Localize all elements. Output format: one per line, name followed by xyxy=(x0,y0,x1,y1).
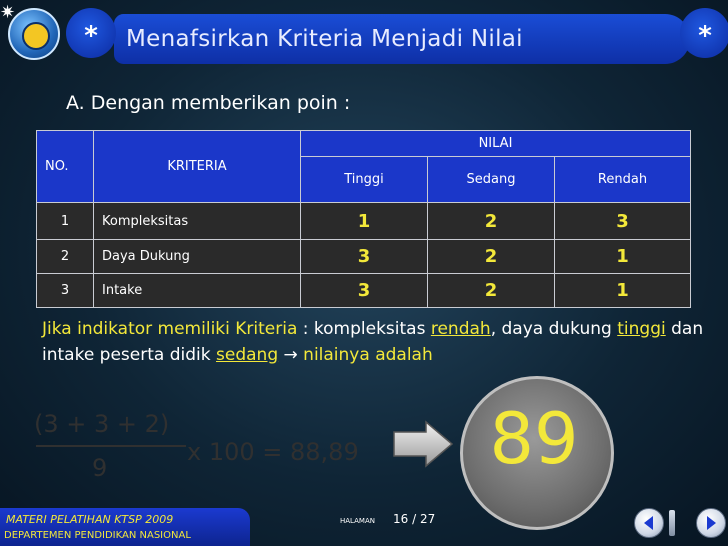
row-tinggi: 1 xyxy=(301,203,428,240)
row-kriteria: Intake xyxy=(94,274,301,308)
row-rendah: 1 xyxy=(555,274,691,308)
table-row xyxy=(37,240,691,274)
header-kriteria: KRITERIA xyxy=(94,131,301,203)
row-tinggi: 3 xyxy=(301,240,428,274)
formula xyxy=(32,410,412,494)
page-number: 16 / 27 xyxy=(393,512,436,526)
chevron-left-icon xyxy=(635,509,663,537)
formula-denominator: 9 xyxy=(92,454,108,482)
table-header-row xyxy=(37,131,691,157)
para-word-rendah: rendah xyxy=(430,319,491,339)
header-nilai: NILAI xyxy=(301,131,691,157)
formula-numerator: (3 + 3 + 2) xyxy=(34,410,170,438)
result-value: 89 xyxy=(489,398,579,480)
block-arrow-icon xyxy=(392,420,454,468)
title-bullet-right: * xyxy=(680,8,728,58)
fraction-line xyxy=(36,445,186,447)
table-row xyxy=(37,274,691,308)
para-conclusion: nilainya adalah xyxy=(303,345,433,365)
row-rendah: 1 xyxy=(555,240,691,274)
row-no: 1 xyxy=(37,203,94,240)
page-title: Menafsirkan Kriteria Menjadi Nilai xyxy=(126,26,523,52)
table-row xyxy=(37,203,691,240)
kemdiknas-logo xyxy=(0,2,60,60)
page-label: HALAMAN xyxy=(340,517,375,525)
row-kriteria: Daya Dukung xyxy=(94,240,301,274)
nav-separator xyxy=(669,510,675,536)
para-text: : kompleksitas xyxy=(297,319,431,339)
previous-slide-button[interactable] xyxy=(634,508,664,538)
row-sedang: 2 xyxy=(428,274,555,308)
para-text: , daya dukung xyxy=(490,319,618,339)
title-bullet-left: * xyxy=(66,8,116,58)
row-tinggi: 3 xyxy=(301,274,428,308)
header-sedang: Sedang xyxy=(428,157,555,203)
row-sedang: 2 xyxy=(428,240,555,274)
formula-result-expression: x 100 = 88,89 xyxy=(187,438,359,466)
row-no: 2 xyxy=(37,240,94,274)
criteria-table xyxy=(36,130,691,308)
para-intro: Jika indikator memiliki Kriteria xyxy=(42,319,298,339)
footer-line1: MATERI PELATIHAN KTSP 2009 xyxy=(6,513,174,526)
para-word-tinggi: tinggi xyxy=(617,319,666,339)
row-kriteria: Kompleksitas xyxy=(94,203,301,240)
header-tinggi: Tinggi xyxy=(301,157,428,203)
next-slide-button[interactable] xyxy=(696,508,726,538)
chevron-right-icon xyxy=(697,509,725,537)
para-text: dan intake peserta didik xyxy=(42,319,704,365)
header-rendah: Rendah xyxy=(555,157,691,203)
header-no: NO. xyxy=(37,131,94,203)
logo-emblem xyxy=(22,22,50,50)
row-rendah: 3 xyxy=(555,203,691,240)
row-no: 3 xyxy=(37,274,94,308)
footer-line2: DEPARTEMEN PENDIDIKAN NASIONAL xyxy=(4,530,191,541)
row-sedang: 2 xyxy=(428,203,555,240)
sparkle-icon: ✷ xyxy=(0,2,16,23)
section-subheading: A. Dengan memberikan poin : xyxy=(66,92,351,114)
arrow-right-icon: → xyxy=(278,345,304,365)
para-word-sedang: sedang xyxy=(216,345,279,365)
explanation-paragraph xyxy=(42,316,704,368)
